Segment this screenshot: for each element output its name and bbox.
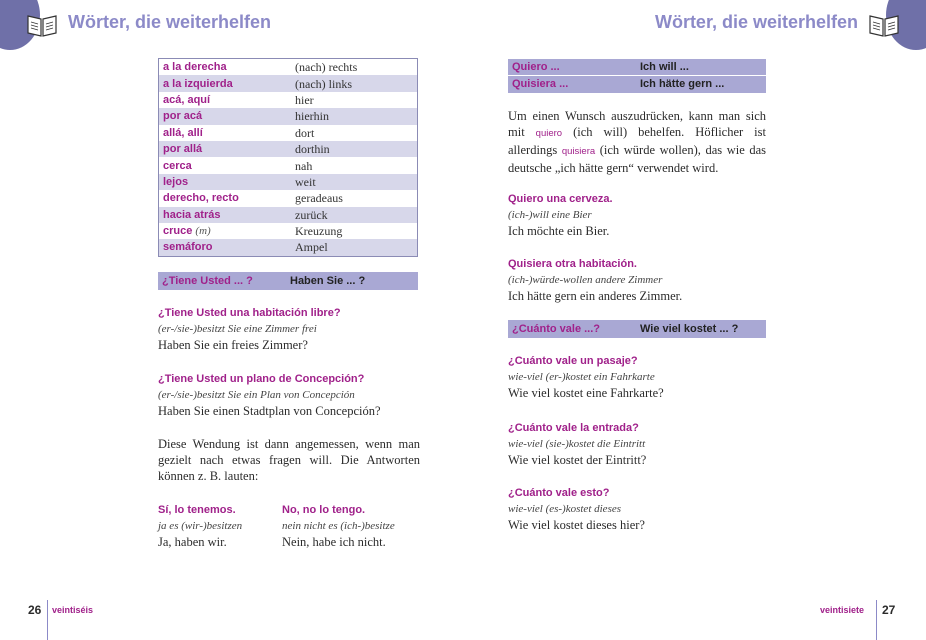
spanish-term <box>159 141 292 157</box>
phrase-german: Haben Sie ... ? <box>290 275 366 287</box>
table-row <box>159 207 418 223</box>
table-row <box>508 59 766 75</box>
answer-translation: Ja, haben wir. <box>158 535 227 549</box>
german-term: nah <box>295 158 313 173</box>
table-row <box>159 239 418 256</box>
spanish-term <box>159 157 292 173</box>
phrase-spanish: Quiero ... <box>512 61 560 73</box>
direction-vocabulary-table <box>158 58 418 257</box>
answer-spanish: Sí, lo tenemos. <box>158 504 236 516</box>
explanation-paragraph-left: Diese Wendung ist dann angemessen, wenn man gezielt nach etwas fragen will. Die Antworten können z. B. lauten: <box>158 437 420 483</box>
spanish-term <box>159 239 292 256</box>
german-term: hier <box>295 92 314 107</box>
example-entrada <box>508 420 768 468</box>
answer-translation: Nein, habe ich nicht. <box>282 535 386 549</box>
spanish-term-text: cerca <box>163 159 192 172</box>
german-term: Ampel <box>291 239 418 256</box>
spanish-term-text: allá, allí <box>163 126 203 139</box>
example-translation: Haben Sie einen Stadtplan von Concepción? <box>158 404 381 418</box>
table-row <box>159 92 418 108</box>
page-word-right: veintisiete <box>820 605 865 615</box>
example-cerveza <box>508 191 768 239</box>
german-term: hierhin <box>291 108 418 124</box>
page-number-right: 27 <box>882 603 896 617</box>
page-heading-right: Wörter, die weiterhelfen <box>654 12 858 32</box>
spanish-term <box>159 223 292 239</box>
open-book-icon <box>868 12 900 38</box>
german-term: dorthin <box>291 141 418 157</box>
spanish-term-text: por allá <box>163 143 203 156</box>
spanish-term-text: acá, aquí <box>163 93 211 106</box>
spanish-term <box>159 108 292 124</box>
spanish-term <box>159 207 292 223</box>
german-term: zurück <box>291 207 418 223</box>
example-spanish: ¿Cuánto vale la entrada? <box>508 422 639 434</box>
example-translation: Haben Sie ein freies Zimmer? <box>158 338 308 352</box>
page-number-left: 26 <box>28 603 42 617</box>
quiero-quisiera-table <box>508 59 766 93</box>
page-heading-left: Wörter, die weiterhelfen <box>68 12 272 32</box>
german-term: dort <box>295 125 315 140</box>
footer-divider-right <box>876 600 877 640</box>
phrase-spanish: ¿Cuánto vale ...? <box>512 323 601 335</box>
answer-spanish: No, no lo tengo. <box>282 504 366 516</box>
page-word-left: veintiséis <box>52 605 94 615</box>
example-translation: Wie viel kostet dieses hier? <box>508 518 645 532</box>
answer-yes <box>158 502 282 550</box>
example-spanish: ¿Cuánto vale esto? <box>508 487 610 499</box>
example-esto <box>508 485 768 533</box>
table-row <box>159 59 418 76</box>
paragraph-text: (ich würde wollen), das wie das deutsche „ich hätte gern“ verwendet wird. <box>508 143 766 175</box>
phrase-header-cuanto-vale <box>508 320 766 338</box>
example-literal: wie-viel (er-)kostet ein Fahrkarte <box>508 371 655 383</box>
example-spanish: ¿Tiene Usted una habitación libre? <box>158 307 341 319</box>
example-literal: (er-/sie-)besitzt Sie ein Plan von Concepción <box>158 389 355 401</box>
spanish-term <box>159 59 292 76</box>
example-translation: Ich hätte gern ein anderes Zimmer. <box>508 289 683 303</box>
example-spanish: ¿Cuánto vale un pasaje? <box>508 355 638 367</box>
explanation-paragraph-right <box>508 108 766 176</box>
spanish-term <box>159 125 292 141</box>
example-literal: wie-viel (es-)kostet dieses <box>508 503 622 515</box>
table-row <box>159 174 418 190</box>
example-pasaje <box>508 353 768 401</box>
table-row <box>159 108 418 124</box>
example-literal: wie-viel (sie-)kostet die Eintritt <box>508 438 646 450</box>
phrase-german: Wie viel kostet ... ? <box>640 323 739 335</box>
paragraph-text: Um einen Wunsch auszudrücken, kann man sich mit <box>508 109 766 139</box>
spanish-term <box>159 174 292 190</box>
german-term: Kreuzung <box>295 224 343 239</box>
german-term: weit <box>291 174 418 190</box>
spanish-term <box>159 92 292 108</box>
table-row <box>159 141 418 157</box>
german-term: geradeaus <box>295 191 343 206</box>
example-translation: Wie viel kostet eine Fahrkarte? <box>508 386 664 400</box>
answer-literal: nein nicht es (ich-)besitze <box>282 520 395 532</box>
gender-note: (m) <box>195 225 211 238</box>
example-spanish: Quisiera otra habitación. <box>508 258 637 270</box>
highlight-quiero: quiero <box>535 128 563 139</box>
table-row <box>159 157 418 173</box>
example-habitacion <box>158 305 428 353</box>
example-plano <box>158 371 428 419</box>
spanish-term-text: a la izquierda <box>163 77 233 90</box>
phrase-spanish: ¿Tiene Usted ... ? <box>162 275 253 287</box>
answer-no <box>282 502 422 550</box>
spanish-term-text: por acá <box>163 110 203 123</box>
spanish-term-text: cruce <box>163 225 193 238</box>
table-row <box>159 125 418 141</box>
table-row <box>159 190 418 206</box>
highlight-quisiera: quisiera <box>561 146 596 157</box>
example-spanish: ¿Tiene Usted un plano de Concepción? <box>158 373 365 385</box>
footer-divider-left <box>47 600 48 640</box>
phrase-german: Ich will ... <box>640 61 689 73</box>
spanish-term-text: a la derecha <box>163 61 227 74</box>
example-translation: Ich möchte ein Bier. <box>508 224 610 238</box>
example-literal: (er-/sie-)besitzt Sie eine Zimmer frei <box>158 323 317 335</box>
example-literal: (ich-)würde-wollen andere Zimmer <box>508 274 663 286</box>
phrase-header-tiene-usted <box>158 272 418 290</box>
example-translation: Wie viel kostet der Eintritt? <box>508 453 647 467</box>
german-term: (nach) rechts <box>295 60 358 75</box>
example-otra-habitacion <box>508 256 768 304</box>
phrase-spanish: Quisiera ... <box>512 78 569 90</box>
answer-literal: ja es (wir-)besitzen <box>158 520 243 532</box>
spanish-term-text: derecho, recto <box>163 192 239 205</box>
spanish-term-text: hacia atrás <box>163 208 221 221</box>
phrase-german: Ich hätte gern ... <box>640 78 725 90</box>
german-term: (nach) links <box>291 75 418 91</box>
spanish-term-text: lejos <box>163 175 189 188</box>
open-book-icon <box>26 12 58 38</box>
spanish-term <box>159 190 292 206</box>
example-literal: (ich-)will eine Bier <box>508 209 592 221</box>
table-row <box>159 75 418 91</box>
example-spanish: Quiero una cerveza. <box>508 193 613 205</box>
spanish-term-text: semáforo <box>163 241 213 254</box>
spanish-term <box>159 75 292 91</box>
table-row <box>508 75 766 92</box>
table-row <box>159 223 418 239</box>
paragraph-text: (ich will) behelfen. Höflicher ist allerdings <box>508 125 766 157</box>
